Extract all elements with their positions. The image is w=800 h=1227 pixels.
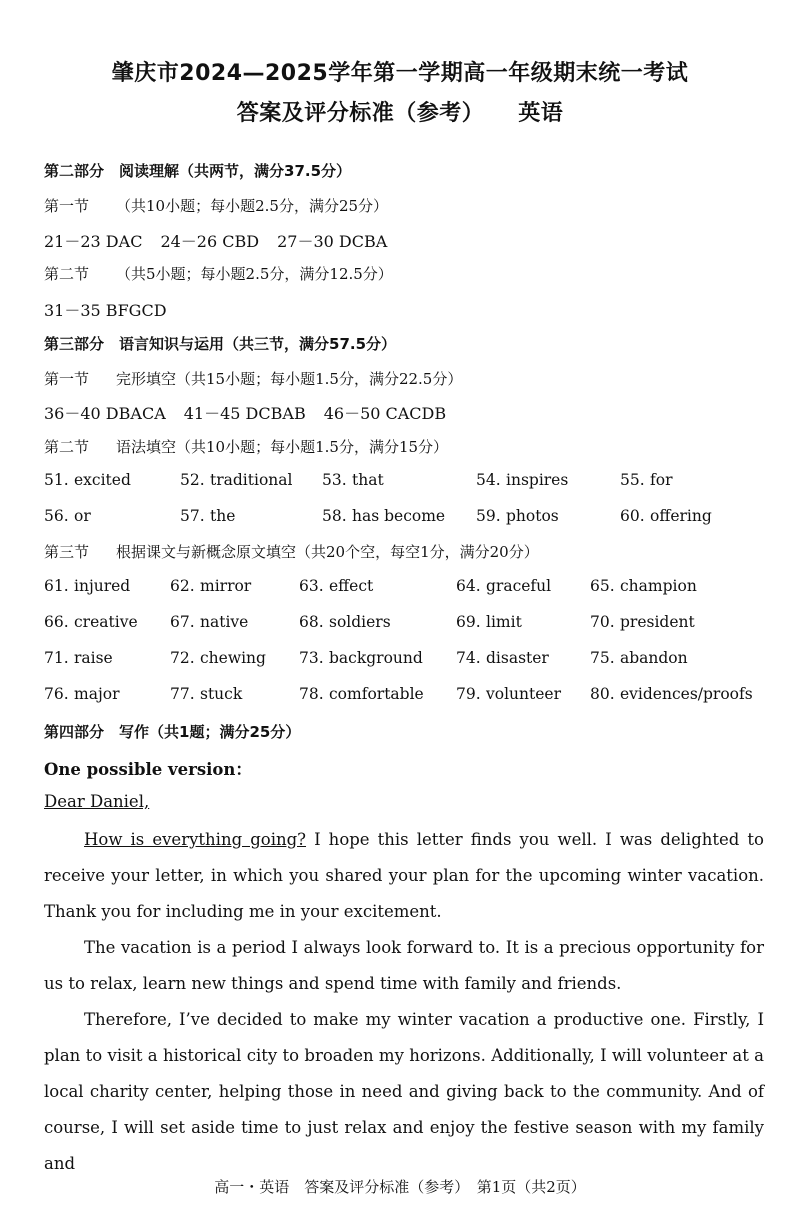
essay-paragraph-text: I hope this letter finds you well. I was delighted to receive your letter, in which you shared your plan for the upcoming winter vacation. Thank you for including me in your excitement. <box>44 830 764 921</box>
part2-section1-header <box>44 195 388 216</box>
answer-item: 64. graceful <box>456 577 552 595</box>
page-subtitle <box>0 96 800 127</box>
answer-group: 46－50 CACDB <box>323 404 447 423</box>
answer-item: 58. has become <box>322 507 446 525</box>
essay-paragraph <box>44 822 764 930</box>
part3-heading: 第三部分 语言知识与运用（共三节，满分57.5分） <box>44 335 397 353</box>
answer-group: 31－35 BFGCD <box>44 301 167 320</box>
answer-item: 54. inspires <box>476 471 569 489</box>
answer-item: 52. traditional <box>180 471 293 489</box>
answer-item: 59. photos <box>476 507 559 525</box>
subtitle-subject: 英语 <box>518 101 564 126</box>
answer-item: 56. or <box>44 507 91 525</box>
answer-item: 76. major <box>44 685 120 703</box>
section-name: 第二节 <box>44 265 90 283</box>
answer-item: 72. chewing <box>170 649 266 667</box>
answer-item: 75. abandon <box>590 649 688 667</box>
section-info: 根据课文与新概念原文填空（共20个空，每空1分，满分20分） <box>116 543 539 561</box>
answer-item: 51. excited <box>44 471 131 489</box>
section-name: 第三节 <box>44 543 90 561</box>
essay-paragraph: The vacation is a period I always look forward to. It is a precious opportunity for us to relax, learn new things and spend time with family and friends. <box>44 938 764 993</box>
answer-group: 36－40 DBACA <box>44 404 166 423</box>
section-name: 第一节 <box>44 197 90 215</box>
part3-section2-header <box>44 436 448 457</box>
answer-item: 78. comfortable <box>299 685 424 703</box>
answer-item: 53. that <box>322 471 384 489</box>
answer-item: 67. native <box>170 613 249 631</box>
part2-section2-answers <box>44 298 185 321</box>
part4-heading: 第四部分 写作（共1题；满分25分） <box>44 723 301 741</box>
answer-item: 69. limit <box>456 613 522 631</box>
essay-paragraph: Therefore, I’ve decided to make my winter vacation a productive one. Firstly, I plan to visit a historical city to broaden my horizons. Additionally, I will volunteer at a local charity center, helping those in need and giving back to the community. And of course, I will set aside time to just relax and enjoy the festive season with my family and <box>44 1010 764 1173</box>
essay-body <box>44 822 764 1182</box>
page-title: 肇庆市2024—2025学年第一学期高一年级期末统一考试 <box>111 61 689 86</box>
section-info: （共5小题；每小题2.5分，满分12.5分） <box>116 265 393 283</box>
answer-item: 61. injured <box>44 577 131 595</box>
part2-section1-answers <box>44 229 405 252</box>
essay-salutation: Dear Daniel, <box>44 792 150 811</box>
answer-group: 24－26 CBD <box>160 232 260 251</box>
section-info: （共10小题；每小题2.5分，满分25分） <box>116 197 389 215</box>
answer-item: 63. effect <box>299 577 374 595</box>
part2-heading: 第二部分 阅读理解（共两节，满分37.5分） <box>44 162 352 180</box>
answer-group: 21－23 DAC <box>44 232 143 251</box>
answer-item: 65. champion <box>590 577 697 595</box>
subtitle-main: 答案及评分标准（参考） <box>236 101 485 126</box>
answer-item: 77. stuck <box>170 685 243 703</box>
page-footer: 高一・英语 答案及评分标准（参考） 第1页（共2页） <box>214 1178 586 1196</box>
answer-item: 80. evidences/proofs <box>590 685 753 703</box>
answer-item: 74. disaster <box>456 649 549 667</box>
section-name: 第二节 <box>44 438 90 456</box>
answer-item: 60. offering <box>620 507 712 525</box>
answer-group: 41－45 DCBAB <box>183 404 306 423</box>
section-info: 语法填空（共10小题；每小题1.5分，满分15分） <box>116 438 449 456</box>
answer-item: 66. creative <box>44 613 138 631</box>
answer-item: 57. the <box>180 507 236 525</box>
section-name: 第一节 <box>44 370 90 388</box>
part3-section1-header <box>44 368 462 389</box>
answer-item: 71. raise <box>44 649 113 667</box>
part3-section1-answers <box>44 401 464 424</box>
answer-item: 70. president <box>590 613 695 631</box>
part2-section2-header <box>44 263 393 284</box>
answer-item: 62. mirror <box>170 577 252 595</box>
answer-group: 27－30 DCBA <box>277 232 388 251</box>
part3-section3-header <box>44 541 539 562</box>
section-info: 完形填空（共15小题；每小题1.5分，满分22.5分） <box>116 370 463 388</box>
answer-item: 73. background <box>299 649 423 667</box>
essay-version-label: One possible version： <box>44 760 252 779</box>
answer-item: 55. for <box>620 471 673 489</box>
essay-opening-underlined: How is everything going? <box>84 830 307 849</box>
answer-item: 79. volunteer <box>456 685 561 703</box>
answer-item: 68. soldiers <box>299 613 391 631</box>
